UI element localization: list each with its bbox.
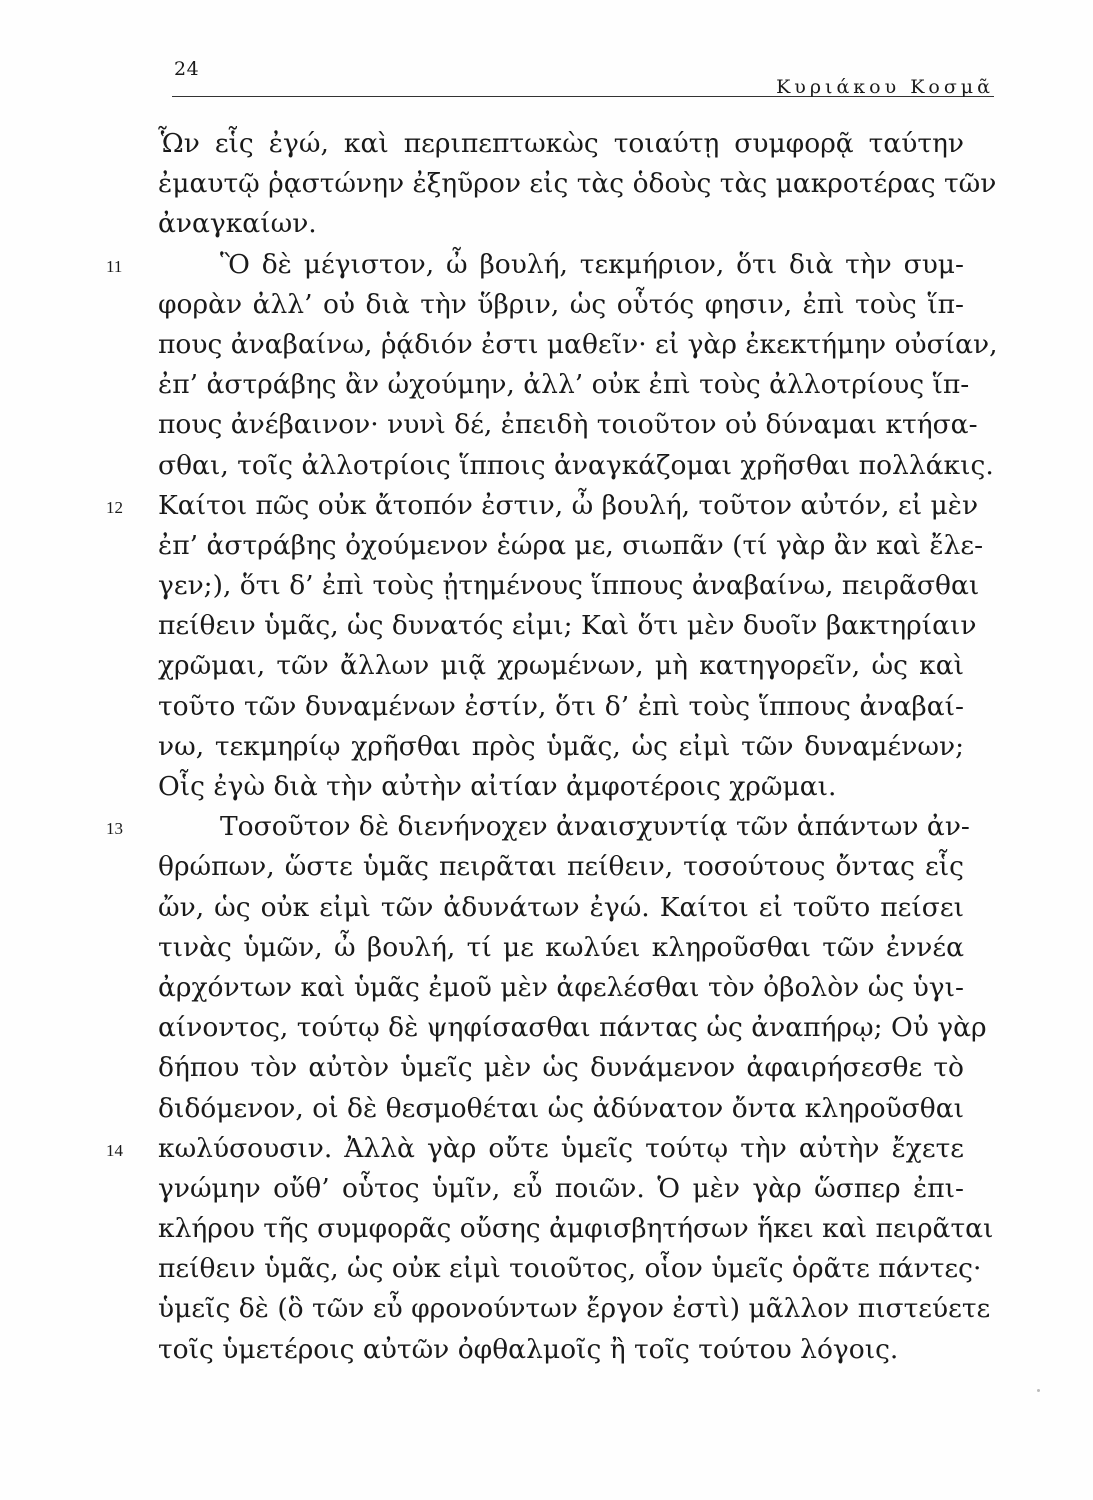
line-text: Ὃ δὲ μέγιστον, ὦ βουλή, τεκμήριον, ὅτι διὰ τὴν συμ- bbox=[220, 248, 964, 280]
line-text: γνώμην οὔθ’ οὗτος ὑμῖν, εὖ ποιῶν. Ὁ μὲν γὰρ ὥσπερ ἐπι- bbox=[158, 1172, 964, 1204]
line-text: δήπου τὸν αὐτὸν ὑμεῖς μὲν ὡς δυνάμενον ἀφαιρήσεσθε τὸ bbox=[158, 1052, 964, 1084]
line-text: ὤν, ὡς οὐκ εἰμὶ τῶν ἀδυνάτων ἐγώ. Καίτοι εἰ τοῦτο πείσει bbox=[158, 891, 964, 923]
text-line bbox=[158, 687, 964, 727]
line-text: ἐπ’ ἀστράβης ἂν ὠχούμην, ἀλλ’ οὐκ ἐπὶ τοὺς ἀλλοτρίους ἵπ- bbox=[158, 369, 970, 401]
body-text bbox=[106, 124, 998, 1370]
text-line bbox=[158, 405, 978, 445]
text-line bbox=[158, 285, 964, 325]
text-line bbox=[158, 606, 977, 646]
text-line bbox=[158, 968, 964, 1008]
text-line bbox=[158, 204, 964, 244]
text-line bbox=[158, 1089, 964, 1129]
text-line bbox=[158, 767, 964, 807]
line-text: νω, τεκμηρίῳ χρῆσθαι πρὸς ὑμᾶς, ὡς εἰμὶ τῶν δυναμένων; bbox=[158, 730, 964, 762]
line-text: Ὧν εἷς ἐγώ, καὶ περιπεπτωκὼς τοιαύτῃ συμφορᾷ ταύτην bbox=[158, 128, 964, 159]
text-line bbox=[158, 365, 970, 405]
line-text: διδόμενον, οἱ δὲ θεσμοθέται ὡς ἀδύνατον ὄντα κληροῦσθαι bbox=[158, 1092, 964, 1124]
text-line bbox=[158, 646, 964, 686]
text-line bbox=[158, 928, 964, 968]
text-line bbox=[158, 1169, 964, 1209]
line-text: κλήρου τῆς συμφορᾶς οὔσης ἀμφισβητήσων ἥκει καὶ πειρᾶται bbox=[158, 1213, 994, 1245]
line-text: ἐμαυτῷ ῥᾳστώνην ἐξηῦρον εἰς τὰς ὁδοὺς τὰς μακροτέρας τῶν bbox=[158, 168, 997, 200]
section-number: 13 bbox=[106, 819, 123, 839]
text-line bbox=[158, 847, 964, 887]
line-text: πους ἀνέβαινον· νυνὶ δέ, ἐπειδὴ τοιοῦτον οὐ δύναμαι κτήσα- bbox=[158, 409, 978, 441]
section-number: 12 bbox=[106, 497, 123, 517]
text-line bbox=[158, 124, 964, 164]
line-text: χρῶμαι, τῶν ἄλλων μιᾷ χρωμένων, μὴ κατηγορεῖν, ὡς καὶ bbox=[158, 650, 964, 682]
line-text: τοῦτο τῶν δυναμένων ἐστίν, ὅτι δ’ ἐπὶ τοὺς ἵππους ἀναβαί- bbox=[158, 690, 964, 722]
text-line bbox=[158, 325, 998, 365]
line-text: Καίτοι πῶς οὐκ ἄτοπόν ἐστιν, ὦ βουλή, τοῦτον αὐτόν, εἰ μὲν bbox=[158, 489, 979, 521]
line-text: σθαι, τοῖς ἀλλοτρίοις ἵπποις ἀναγκάζομαι χρῆσθαι πολλάκις. bbox=[158, 449, 994, 481]
text-line bbox=[158, 164, 997, 204]
line-text: τινὰς ὑμῶν, ὦ βουλή, τί με κωλύει κληροῦσθαι τῶν ἐννέα bbox=[158, 931, 964, 963]
text-line bbox=[106, 1129, 964, 1169]
running-head: Κυριάκου Κοσμᾶ bbox=[776, 76, 994, 98]
line-text: ἐπ’ ἀστράβης ὀχούμενον ἑώρα με, σιωπᾶν (τί γὰρ ἂν καὶ ἔλε- bbox=[158, 529, 984, 561]
page-number: 24 bbox=[174, 58, 200, 80]
text-line bbox=[158, 1289, 991, 1329]
line-text: φορὰν ἀλλ’ οὐ διὰ τὴν ὕβριν, ὡς οὗτός φησιν, ἐπὶ τοὺς ἵπ- bbox=[158, 288, 964, 320]
line-text: γεν;), ὅτι δ’ ἐπὶ τοὺς ᾐτημένους ἵππους ἀναβαίνω, πειρᾶσθαι bbox=[158, 570, 980, 602]
text-line bbox=[106, 807, 970, 847]
text-line bbox=[158, 1048, 964, 1088]
text-line bbox=[158, 1209, 994, 1249]
text-line bbox=[158, 446, 994, 486]
line-text: ὑμεῖς δὲ (ὃ τῶν εὖ φρονούντων ἔργον ἐστὶ) μᾶλλον πιστεύετε bbox=[158, 1293, 991, 1325]
section-number: 11 bbox=[106, 256, 123, 276]
text-line bbox=[106, 245, 964, 285]
text-line bbox=[158, 1330, 964, 1370]
line-text: αίνοντος, τούτῳ δὲ ψηφίσασθαι πάντας ὡς ἀναπήρῳ; Οὐ γὰρ bbox=[158, 1012, 987, 1044]
line-text: πείθειν ὑμᾶς, ὡς οὐκ εἰμὶ τοιοῦτος, οἷον ὑμεῖς ὁρᾶτε πάντες· bbox=[158, 1253, 982, 1285]
line-text: ἀναγκαίων. bbox=[158, 208, 317, 240]
line-text: Οἷς ἐγὼ διὰ τὴν αὐτὴν αἰτίαν ἀμφοτέροις χρῶμαι. bbox=[158, 771, 837, 802]
text-line bbox=[106, 486, 979, 526]
line-text: ἀρχόντων καὶ ὑμᾶς ἐμοῦ μὲν ἀφελέσθαι τὸν ὀβολὸν ὡς ὑγι- bbox=[158, 971, 964, 1003]
line-text: κωλύσουσιν. Ἀλλὰ γὰρ οὔτε ὑμεῖς τούτῳ τὴν αὐτὴν ἔχετε bbox=[158, 1132, 964, 1164]
line-text: τοῖς ὑμετέροις αὐτῶν ὀφθαλμοῖς ἢ τοῖς τούτου λόγοις. bbox=[158, 1333, 899, 1365]
line-text: θρώπων, ὥστε ὑμᾶς πειρᾶται πείθειν, τοσούτους ὄντας εἷς bbox=[158, 851, 964, 883]
page-header bbox=[172, 56, 994, 97]
line-text: Τοσοῦτον δὲ διενήνοχεν ἀναισχυντίᾳ τῶν ἁπάντων ἀν- bbox=[220, 811, 970, 843]
text-line bbox=[158, 727, 964, 767]
line-text: πους ἀναβαίνω, ῥᾴδιόν ἐστι μαθεῖν· εἰ γὰρ ἐκεκτήμην οὐσίαν, bbox=[158, 328, 998, 360]
text-line bbox=[158, 526, 984, 566]
text-line bbox=[158, 888, 964, 928]
line-text: πείθειν ὑμᾶς, ὡς δυνατός εἰμι; Καὶ ὅτι μὲν δυοῖν βακτηρίαιν bbox=[158, 610, 977, 642]
paper-speck bbox=[1037, 1389, 1040, 1392]
text-line bbox=[158, 1008, 987, 1048]
text-line bbox=[158, 566, 980, 606]
section-number: 14 bbox=[106, 1140, 123, 1160]
text-line bbox=[158, 1249, 982, 1289]
